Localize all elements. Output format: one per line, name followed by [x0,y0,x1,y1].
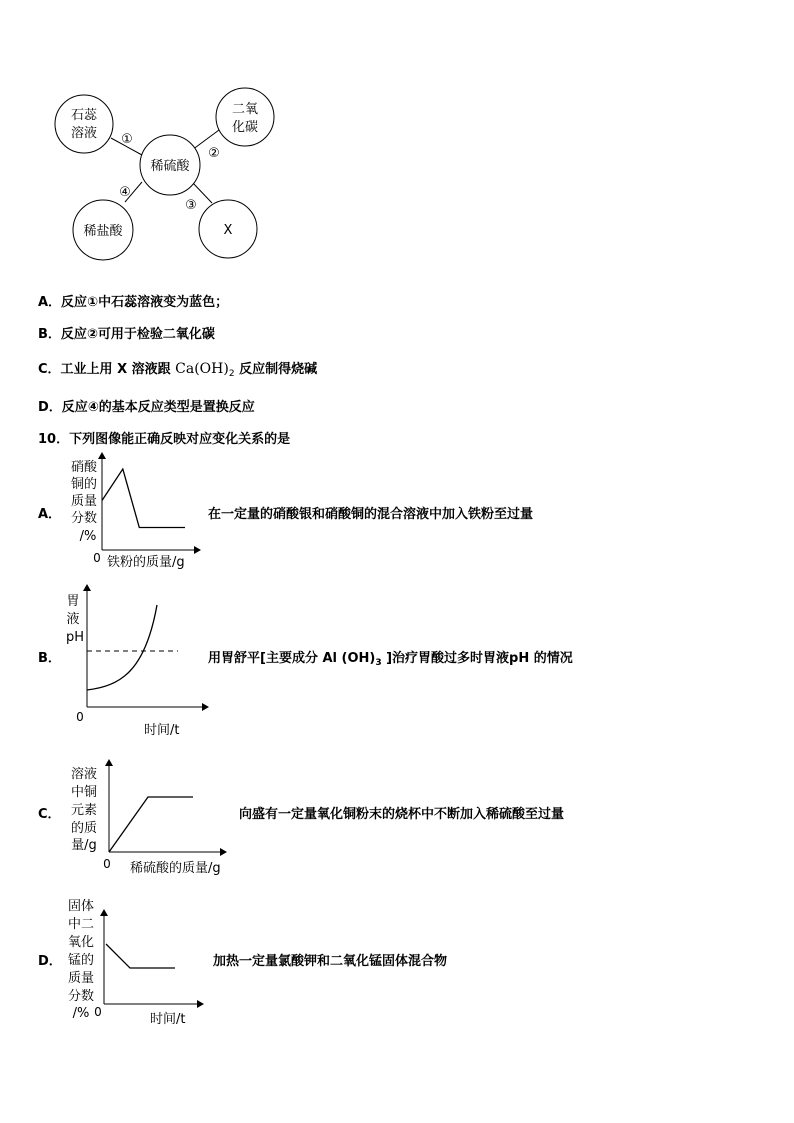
graph-b-desc [208,650,573,668]
graph-d-ylabel-7: /% [72,1006,90,1021]
graph-c-desc: 向盛有一定量氧化铜粉末的烧杯中不断加入稀硫酸至过量 [239,807,565,822]
graph-a-ylabel-1: 硝酸 [70,460,98,475]
graph-d-ylabel-4: 锰的 [67,953,95,968]
graph-a-curve [102,469,185,528]
graph-d-desc: 加热一定量氯酸钾和二氧化锰固体混合物 [213,954,448,969]
q9-option-b: B．反应②可用于检验二氧化碳 [38,327,215,342]
graph-b-xlabel: 时间/t [144,723,180,738]
graph-a-xlabel: 铁粉的质量/g [107,555,185,570]
graph-b-origin: 0 [76,710,84,724]
edge-label-3: ③ [185,198,197,213]
graph-a-ylabel-2: 铜的 [70,477,98,492]
q9-option-c-formula: Ca(OH) [175,361,229,377]
q10-stem: 10．下列图像能正确反映对应变化关系的是 [38,432,291,447]
graph-d-ylabel-2: 中二 [67,917,95,932]
node-litmus-line2: 溶液 [70,126,98,141]
graph-a-desc: 在一定量的硝酸银和硝酸铜的混合溶液中加入铁粉至过量 [208,507,534,522]
graph-b-ylabel-3: pH [65,630,85,645]
graph-b-ylabel-1: 胃 [66,594,80,609]
graph-d-xlabel: 时间/t [150,1012,186,1027]
graph-a-ylabel-4: 分数 [70,511,98,526]
graph-c-ylabel-2: 中铜 [70,785,98,800]
node-co2-line2: 化碳 [231,120,259,135]
graph-b-curve [87,605,157,690]
graph-c-ylabel-4: 的质 [70,821,98,836]
graph-d-ylabel-3: 氧化 [67,935,95,950]
graph-d-ylabel-5: 质量 [67,971,95,986]
graph-a-origin: 0 [93,551,101,565]
graph-d-origin: 0 [94,1005,102,1019]
graph-d-ylabel-1: 固体 [67,899,95,914]
node-hcl-label: 稀盐酸 [83,224,123,239]
graph-b-letter: B． [38,651,61,666]
graph-c-xlabel: 稀硫酸的质量/g [130,861,221,876]
q9-option-c-pre: C．工业上用 X 溶液跟 [38,362,171,377]
node-litmus-line1: 石蕊 [70,108,98,123]
graph-c-ylabel-5: 量/g [71,838,97,853]
graph-b [38,585,573,738]
graph-d-curve [106,944,175,968]
graph-d-ylabel-6: 分数 [67,989,95,1004]
graph-b-desc-pre: 用胃舒平[主要成分 Al (OH) [208,651,376,666]
graph-d-letter: D． [38,954,62,969]
node-center-label: 稀硫酸 [150,159,190,174]
edge-label-2: ② [208,146,220,161]
graph-b-desc-post: ]治疗胃酸过多时胃液pH 的情况 [381,651,573,666]
q9-option-c-post: 反应制得烧碱 [239,362,318,377]
graph-b-ylabel-2: 液 [66,612,80,627]
q9-option-a: A．反应①中石蕊溶液变为蓝色； [38,295,229,310]
node-x-label: X [223,223,233,238]
graph-c-curve [109,797,193,852]
node-co2-line1: 二氧 [231,102,259,117]
graph-a-ylabel-5: /% [79,529,97,544]
graph-a [38,453,533,570]
graph-a-letter: A． [38,507,62,522]
graph-b-desc-sub: 3 [375,658,382,668]
graph-c-ylabel-3: 元素 [70,803,98,818]
graph-c [38,760,564,876]
edge-label-4: ④ [119,185,131,200]
q9-option-c-sub: 2 [228,369,235,379]
graph-c-origin: 0 [103,857,111,871]
graph-c-letter: C． [38,807,61,822]
q9-option-d: D．反应④的基本反应类型是置换反应 [38,400,255,415]
graph-d [38,898,447,1027]
edge-label-1: ① [121,132,133,147]
graph-a-ylabel-3: 质量 [70,494,98,509]
graph-c-ylabel-1: 溶液 [70,767,98,782]
